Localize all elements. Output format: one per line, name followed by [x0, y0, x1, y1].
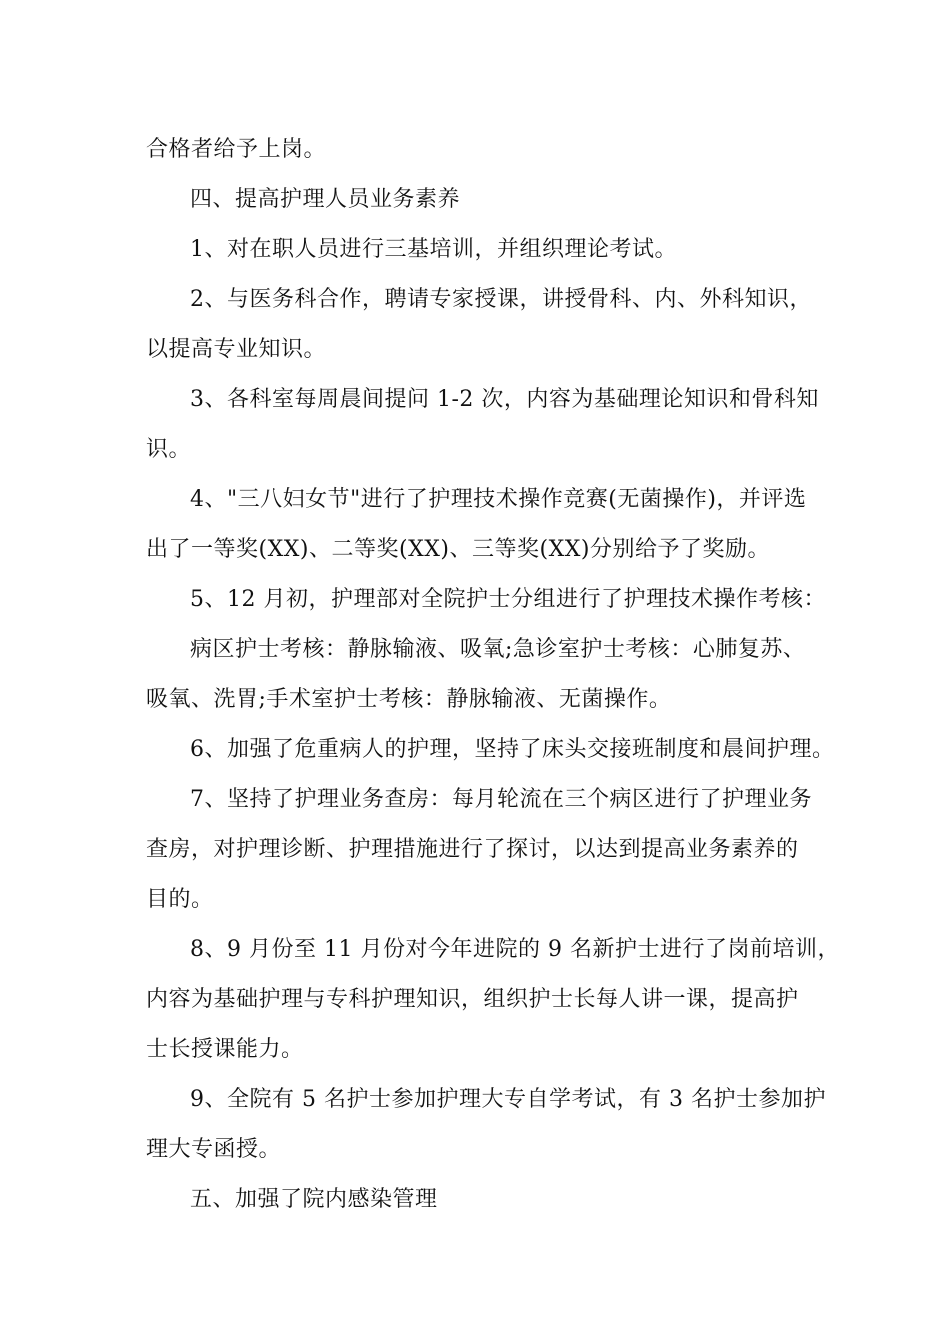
text-line: 1、对在职人员进行三基培训，并组织理论考试。 [190, 237, 677, 262]
text-line: 识。 [146, 437, 192, 462]
text-line: 7、坚持了护理业务查房：每月轮流在三个病区进行了护理业务 [190, 787, 812, 812]
text-line: 病区护士考核：静脉输液、吸氧;急诊室护士考核：心肺复苏、 [190, 637, 806, 662]
text-line: 5、12 月初，护理部对全院护士分组进行了护理技术操作考核： [190, 587, 826, 612]
text-line: 吸氧、洗胃;手术室护士考核：静脉输液、无菌操作。 [146, 687, 672, 712]
text-line: 4、"三八妇女节"进行了护理技术操作竞赛(无菌操作)，并评选 [190, 487, 807, 512]
text-line: 2、与医务科合作，聘请专家授课，讲授骨科、内、外科知识， [190, 287, 812, 312]
text-line: 理大专函授。 [146, 1137, 282, 1162]
text-line: 9、全院有 5 名护士参加护理大专自学考试，有 3 名护士参加护 [190, 1087, 826, 1112]
text-line: 3、各科室每周晨间提问 1-2 次，内容为基础理论知识和骨科知 [190, 387, 819, 412]
text-line: 以提高专业知识。 [146, 337, 327, 362]
text-line: 内容为基础护理与专科护理知识，组织护士长每人讲一课，提高护 [146, 987, 799, 1012]
text-line: 士长授课能力。 [146, 1037, 304, 1062]
section-heading: 四、提高护理人员业务素养 [190, 187, 461, 212]
text-line: 8、9 月份至 11 月份对今年进院的 9 名新护士进行了岗前培训， [190, 937, 840, 962]
text-line: 查房，对护理诊断、护理措施进行了探讨，以达到提高业务素养的 [146, 837, 799, 862]
text-line: 目的。 [146, 887, 214, 912]
text-line: 出了一等奖(XX)、二等奖(XX)、三等奖(XX)分别给予了奖励。 [146, 537, 770, 562]
section-heading: 五、加强了院内感染管理 [190, 1187, 438, 1212]
text-line: 合格者给予上岗。 [146, 137, 327, 162]
text-line: 6、加强了危重病人的护理，坚持了床头交接班制度和晨间护理。 [190, 737, 835, 762]
